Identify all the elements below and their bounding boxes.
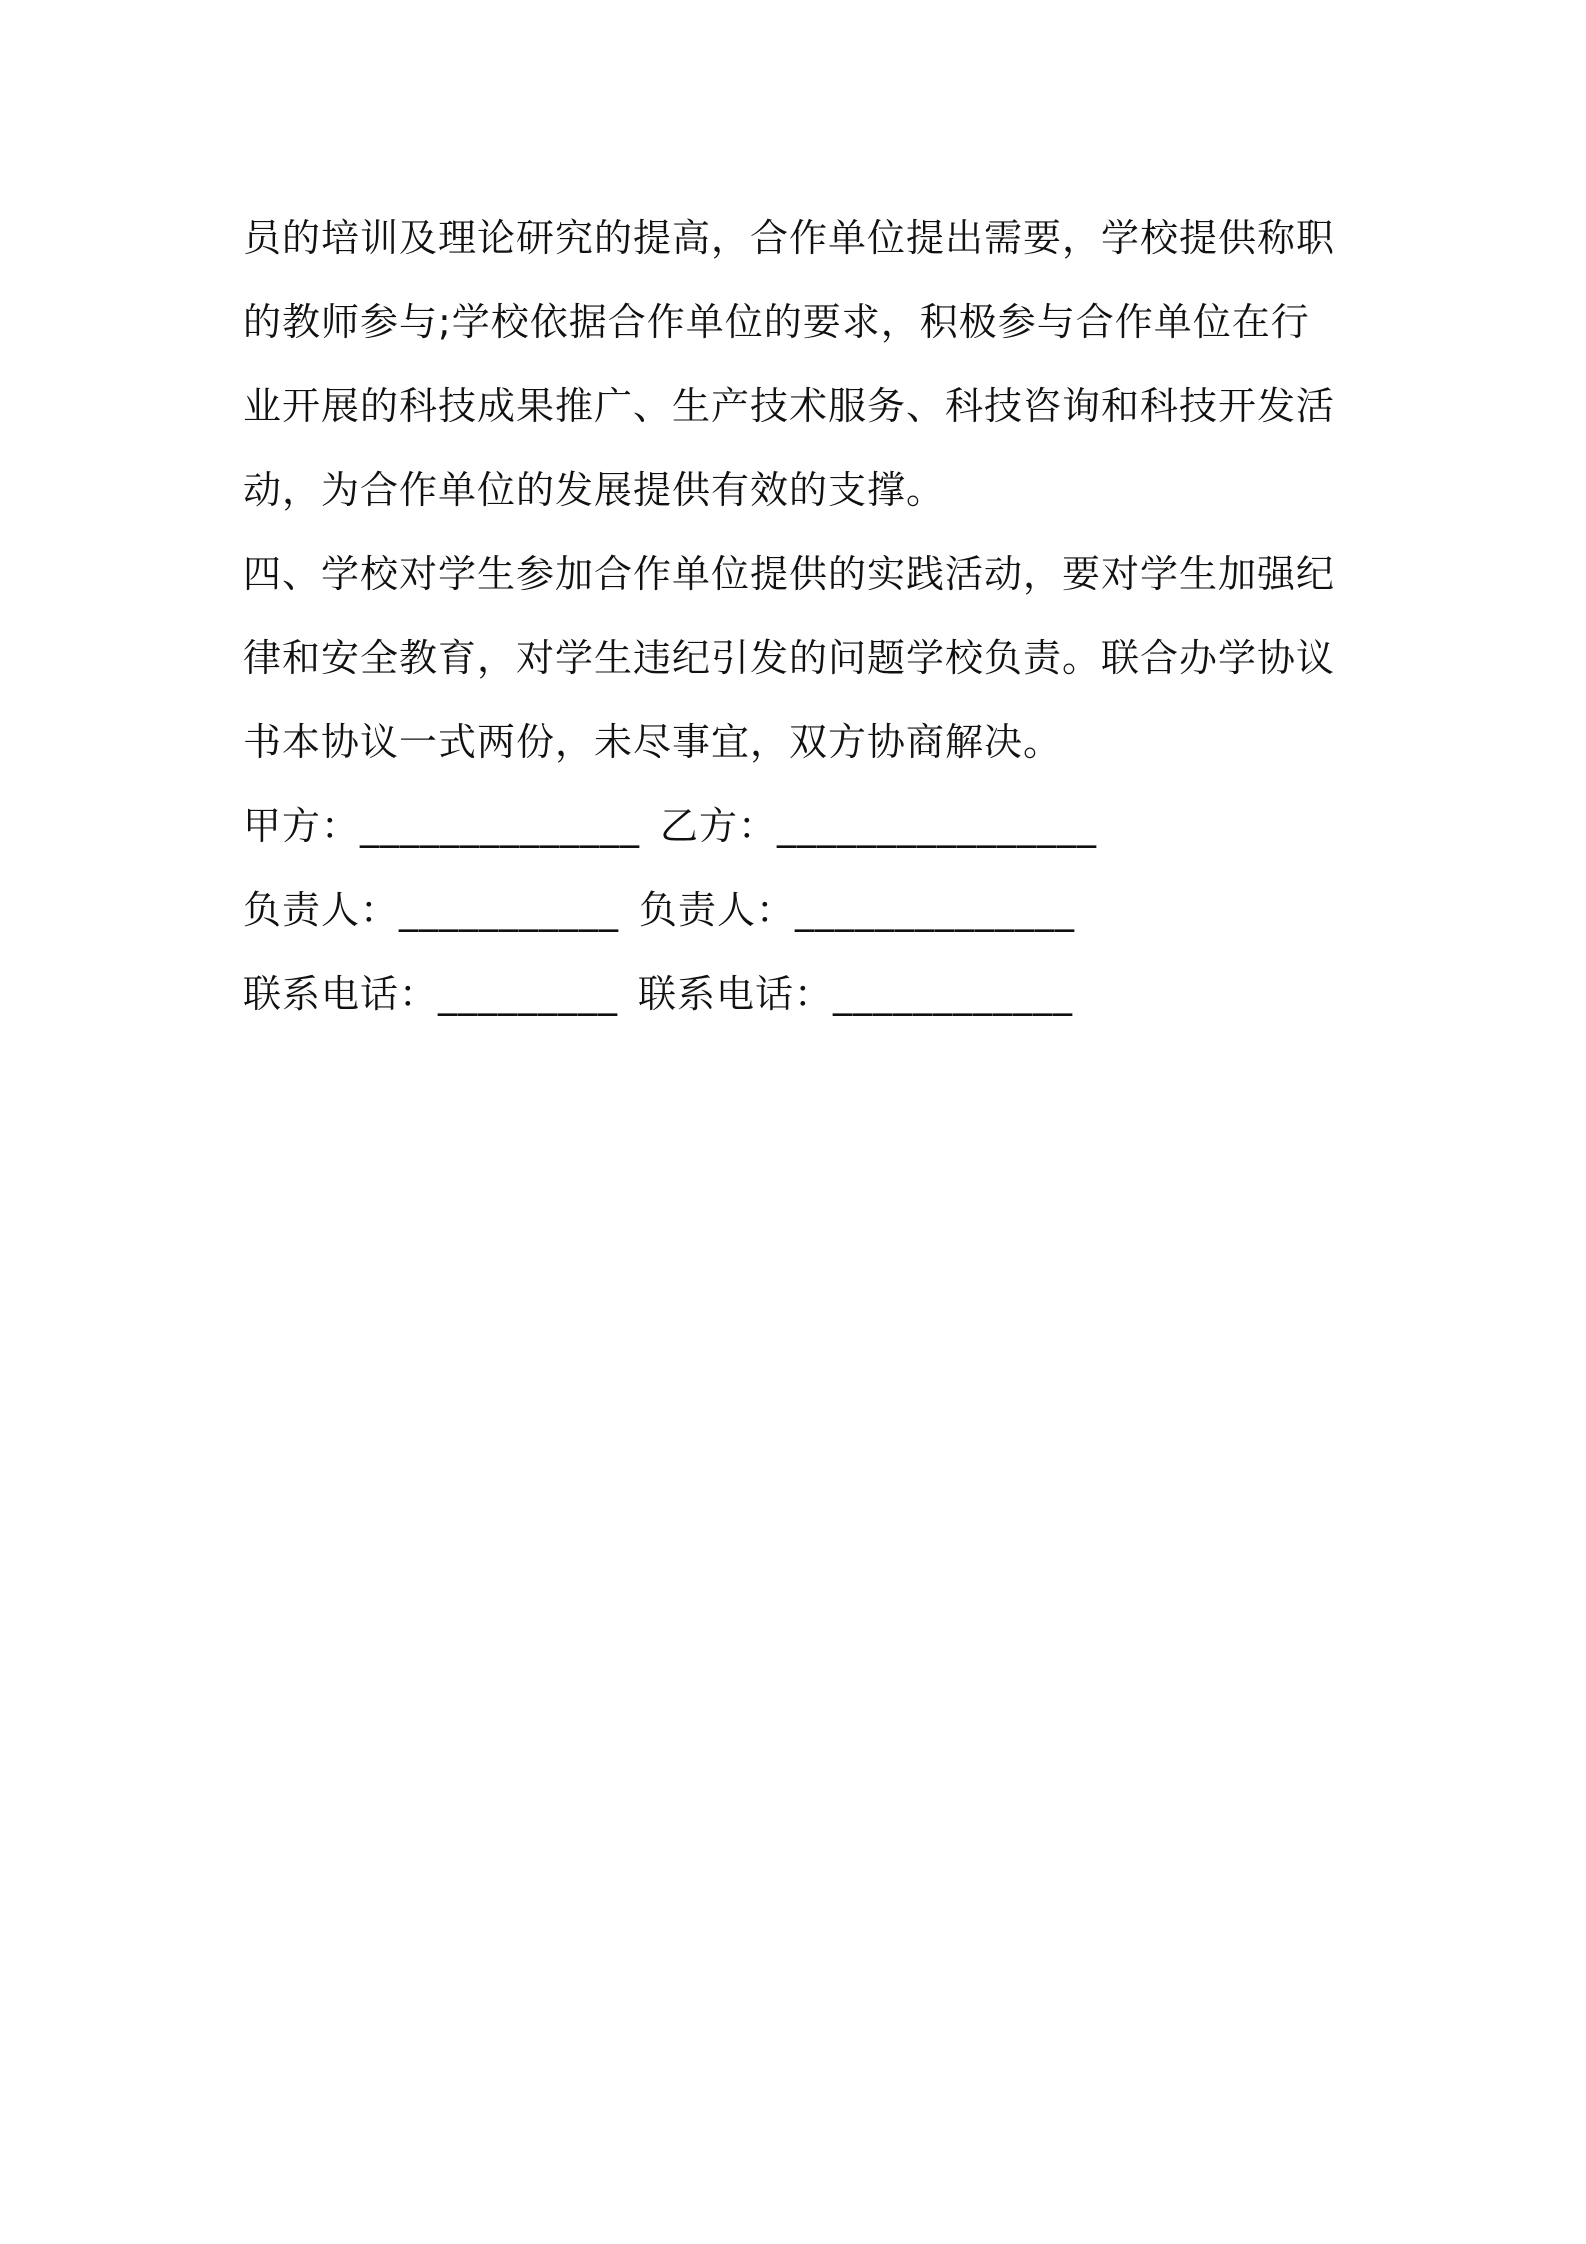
spacer (619, 868, 639, 952)
party-b-field: 乙方：________________ (660, 804, 1098, 848)
spacer (618, 952, 638, 1036)
phone-b-field: 联系电话：____________ (638, 972, 1074, 1016)
paragraph-line: 业开展的科技成果推广、生产技术服务、科技咨询和科技开发活 (243, 384, 1336, 428)
spacer (640, 784, 660, 868)
document-body (243, 196, 1353, 1036)
paragraph-line: 动，为合作单位的发展提供有效的支撑。 (243, 468, 946, 512)
phone-a-field: 联系电话：_________ (243, 972, 619, 1016)
responsible-a-field: 负责人：___________ (243, 888, 620, 932)
clause-four-line: 律和安全教育，对学生违纪引发的问题学校负责。联合办学协议 (243, 636, 1336, 680)
clause-four-line: 书本协议一式两份，未尽事宜，双方协商解决。 (243, 720, 1063, 764)
party-a-field: 甲方：______________ (243, 804, 641, 848)
signature-row-phone (243, 952, 1353, 1036)
paragraph-line: 的教师参与;学校依据合作单位的要求，积极参与合作单位在行 (243, 300, 1310, 344)
responsible-b-field: 负责人：______________ (639, 888, 1076, 932)
paragraph-line: 员的培训及理论研究的提高，合作单位提出需要，学校提供称职 (243, 216, 1336, 260)
signature-row-party (243, 784, 1353, 868)
clause-four-line: 四、学校对学生参加合作单位提供的实践活动，要对学生加强纪 (243, 552, 1336, 596)
signature-row-responsible (243, 868, 1353, 952)
